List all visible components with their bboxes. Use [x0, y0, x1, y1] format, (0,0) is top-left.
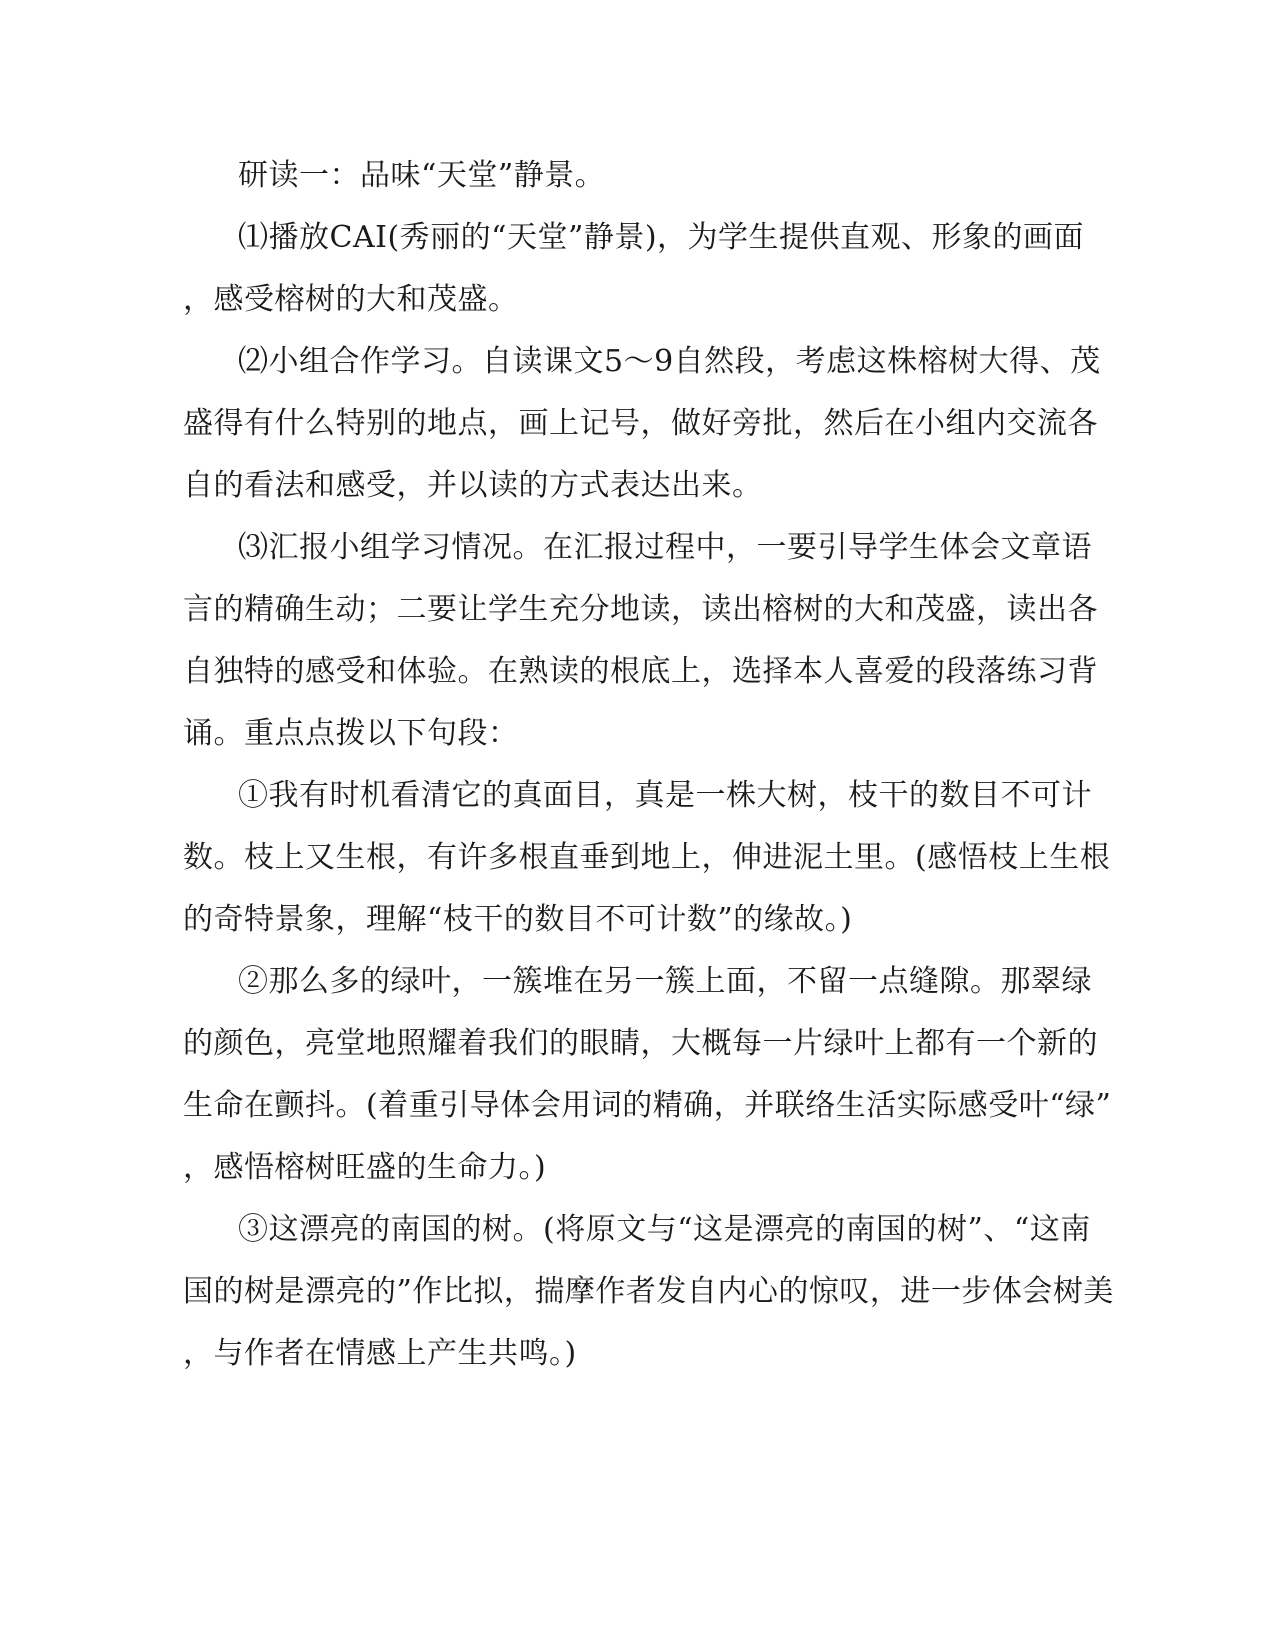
paragraph-5-line-3: 生命在颤抖。(着重引导体会用词的精确，并联络生活实际感受叶“绿” [183, 1088, 1112, 1123]
paragraph-2-line-3: 自的看法和感受，并以读的方式表达出来。 [183, 468, 763, 503]
paragraph-6-line-2: 国的树是漂亮的”作比拟，揣摩作者发自内心的惊叹，进一步体会树美 [183, 1274, 1114, 1309]
paragraph-4-line-3: 的奇特景象，理解“枝干的数目不可计数”的缘故。) [183, 902, 853, 937]
paragraph-3-line-3: 自独特的感受和体验。在熟读的根底上，选择本人喜爱的段落练习背 [183, 654, 1098, 689]
paragraph-5-line-1: ②那么多的绿叶，一簇堆在另一簇上面，不留一点缝隙。那翠绿 [238, 964, 1092, 999]
paragraph-1-line-2: ，感受榕树的大和茂盛。 [183, 282, 519, 317]
paragraph-2-line-2: 盛得有什么特别的地点，画上记号，做好旁批，然后在小组内交流各 [183, 406, 1098, 441]
paragraph-3-line-4: 诵。重点点拨以下句段： [183, 716, 519, 751]
paragraph-4-line-1: ①我有时机看清它的真面目，真是一株大树，枝干的数目不可计 [238, 778, 1092, 813]
paragraph-5-line-2: 的颜色，亮堂地照耀着我们的眼睛，大概每一片绿叶上都有一个新的 [183, 1026, 1098, 1061]
paragraph-2-line-1: ⑵小组合作学习。自读课文5～9自然段，考虑这株榕树大得、茂 [238, 344, 1101, 379]
paragraph-3-line-1: ⑶汇报小组学习情况。在汇报过程中，一要引导学生体会文章语 [238, 530, 1092, 565]
section-heading: 研读一：品味“天堂”静景。 [238, 158, 606, 193]
paragraph-6-line-3: ，与作者在情感上产生共鸣。) [183, 1336, 577, 1371]
paragraph-6-line-1: ③这漂亮的南国的树。(将原文与“这是漂亮的南国的树”、“这南 [238, 1212, 1091, 1247]
paragraph-5-line-4: ，感悟榕树旺盛的生命力。) [183, 1150, 547, 1185]
paragraph-1-line-1: ⑴播放CAI(秀丽的“天堂”静景)，为学生提供直观、形象的画面 [238, 220, 1085, 255]
paragraph-3-line-2: 言的精确生动；二要让学生充分地读，读出榕树的大和茂盛，读出各 [183, 592, 1098, 627]
paragraph-4-line-2: 数。枝上又生根，有许多根直垂到地上，伸进泥土里。(感悟枝上生根 [183, 840, 1111, 875]
